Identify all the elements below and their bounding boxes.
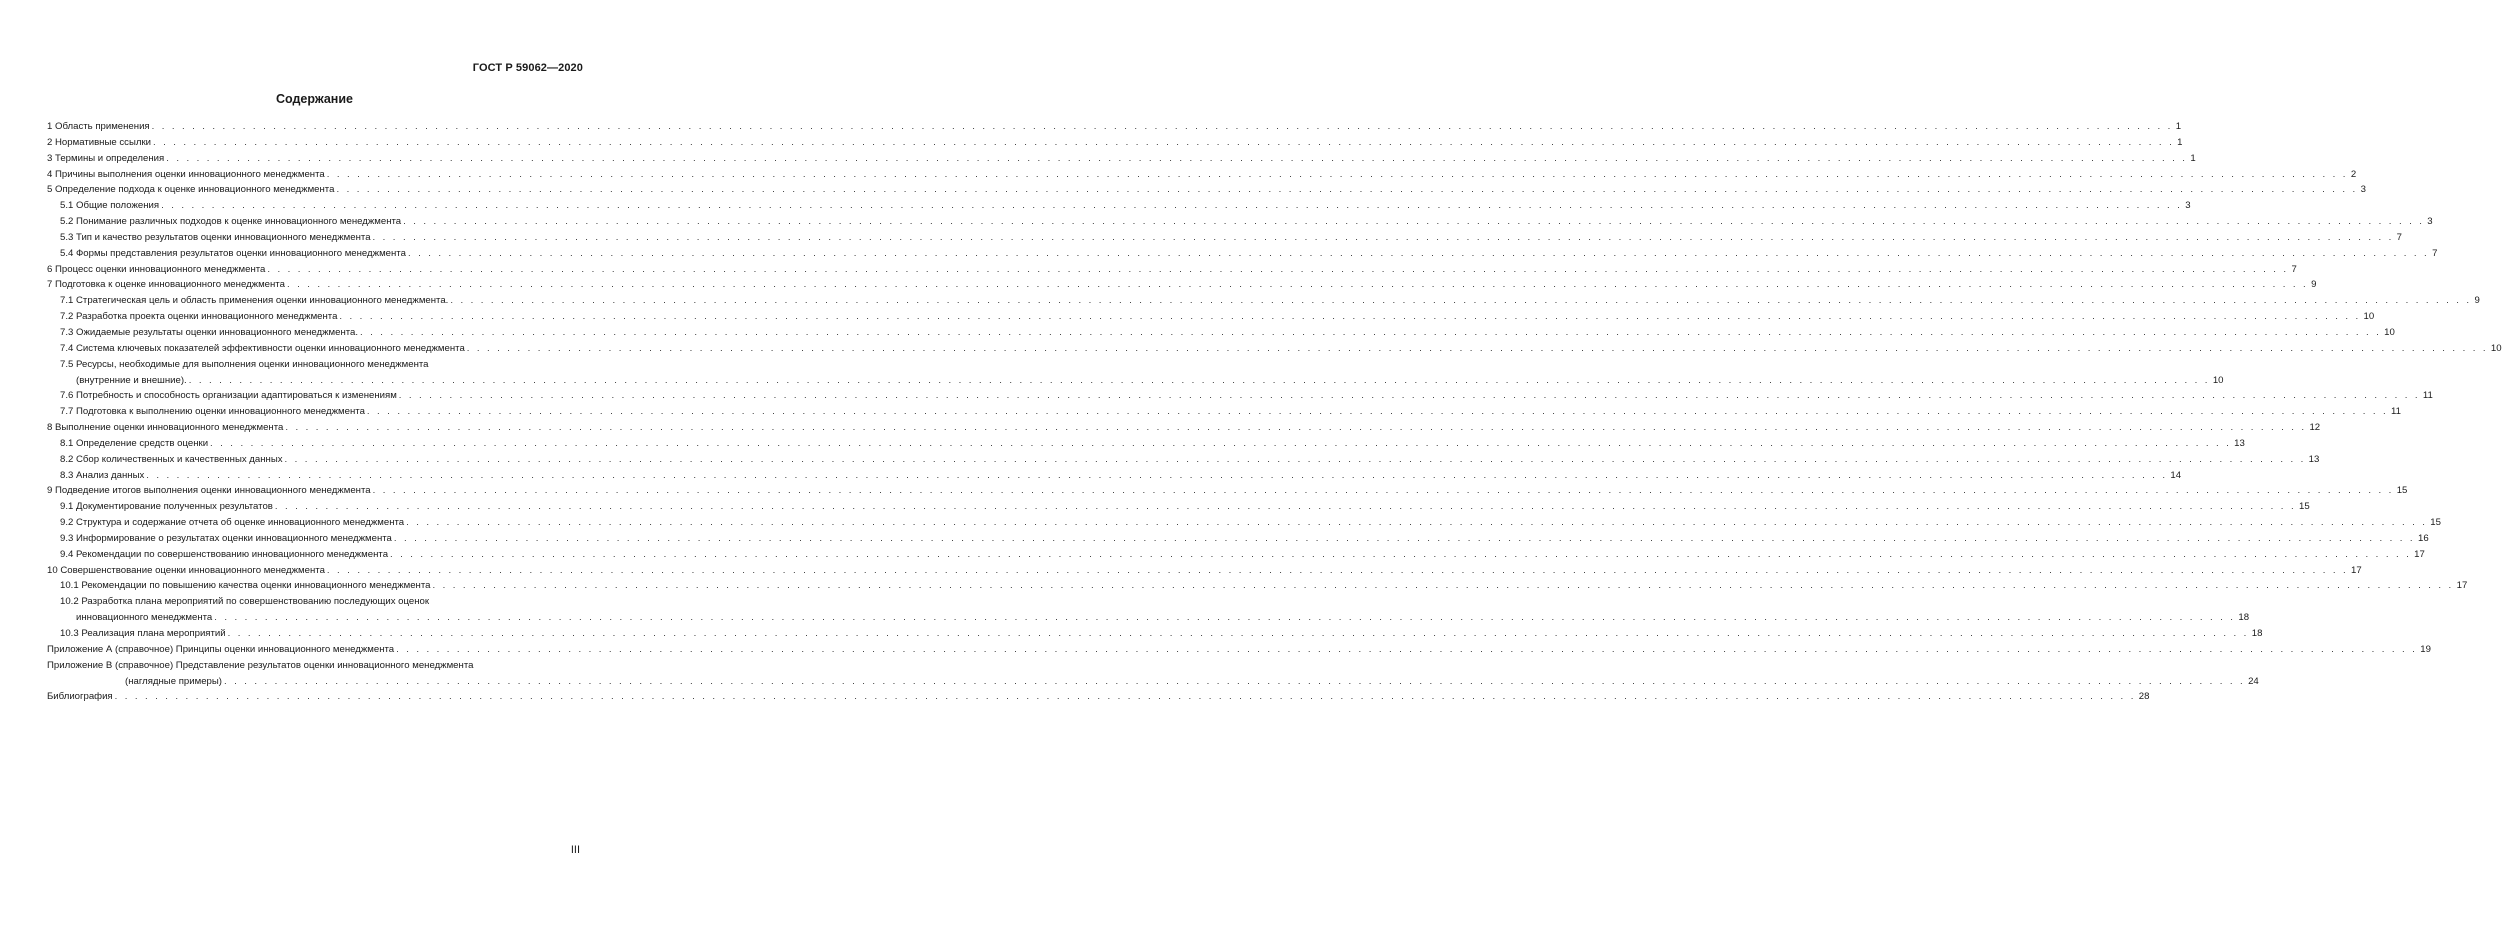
toc-entry[interactable] — [47, 547, 2425, 563]
toc-page-number: 17 — [2351, 564, 2362, 576]
toc-leader-dots: . . . . . . . . . . . . . . . . . . . . . . . . . . . . . . . . . . . . . . . . . . . . . . . . . . . . . . . . . . . . . . . . . . . . . . . . . . . . . . . . . . . . . . . . . . . . . . . . . . . . . . . . . . . . . . . . . . . . . . . . . . . . . . . . . . . . . . . . . . . . . . . . . . . . . . . . . . . . . . . . . . . . . . . . . . . . . . . . . . . . . . . . . . . . . . . . . . . . . . . . — [398, 390, 2420, 402]
toc-entry-title: 5.3 Тип и качество результатов оценки инновационного менеджмента — [60, 231, 371, 243]
toc-entry-title: 4 Причины выполнения оценки инновационного менеджмента — [47, 168, 325, 180]
toc-entry-title: 7.4 Система ключевых показателей эффективности оценки инновационного менеджмента — [60, 342, 465, 354]
toc-page-number: 17 — [2456, 580, 2468, 592]
toc-page-number: 18 — [2238, 612, 2250, 624]
toc-title: Содержание — [275, 92, 353, 106]
toc-entry-title: инновационного менеджмента — [76, 612, 213, 624]
toc-entry[interactable] — [47, 357, 2224, 389]
toc-entry[interactable] — [47, 341, 2502, 357]
toc-leader-dots: . . . . . . . . . . . . . . . . . . . . . . . . . . . . . . . . . . . . . . . . . . . . . . . . . . . . . . . . . . . . . . . . . . . . . . . . . . . . . . . . . . . . . . . . . . . . . . . . . . . . . . . . . . . . . . . . . . . . . . . . . . . . . . . . . . . . . . . . . . . . . . . . . . . . . . . . . . . . . . . . . . . . . . . . . . . . . . . . . . . . . . . . . . . . . . . . . . . . . . . . — [151, 121, 2173, 132]
toc-page-number: 10 — [2384, 326, 2395, 338]
toc-entry[interactable] — [47, 594, 2250, 626]
toc-page-number: 3 — [2360, 184, 2366, 196]
toc-page-number: 7 — [2396, 231, 2403, 243]
toc-leader-dots: . . . . . . . . . . . . . . . . . . . . . . . . . . . . . . . . . . . . . . . . . . . . . . . . . . . . . . . . . . . . . . . . . . . . . . . . . . . . . . . . . . . . . . . . . . . . . . . . . . . . . . . . . . . . . . . . . . . . . . . . . . . . . . . . . . . . . . . . . . . . . . . . . . . . . . . . . . . . . . . . . . . . . . . . . . . . . . . . . . . . . . . . . . . . . . . . . . . . . . . . — [390, 548, 2412, 560]
toc-entry[interactable] — [47, 404, 2402, 420]
toc-entry[interactable] — [47, 135, 2183, 151]
toc-entry-title: 7.6 Потребность и способность организации адаптироваться к изменениям — [60, 390, 397, 402]
toc-leader-dots: . . . . . . . . . . . . . . . . . . . . . . . . . . . . . . . . . . . . . . . . . . . . . . . . . . . . . . . . . . . . . . . . . . . . . . . . . . . . . . . . . . . . . . . . . . . . . . . . . . . . . . . . . . . . . . . . . . . . . . . . . . . . . . . . . . . . . . . . . . . . . . . . . . . . . . . . . . . . . . . . . . . . . . . . . . . . . . . . . . . . . . . . . . . . . . . . . . . . . . . . — [450, 295, 2472, 307]
toc-leader-dots: . . . . . . . . . . . . . . . . . . . . . . . . . . . . . . . . . . . . . . . . . . . . . . . . . . . . . . . . . . . . . . . . . . . . . . . . . . . . . . . . . . . . . . . . . . . . . . . . . . . . . . . . . . . . . . . . . . . . . . . . . . . . . . . . . . . . . . . . . . . . . . . . . . . . . . . . . . . . . . . . . . . . . . . . . . . . . . . . . . . . . . . . . . . . . . . . . . . . . . . . — [372, 485, 2394, 497]
toc-entry[interactable] — [47, 563, 2362, 579]
toc-entry[interactable] — [47, 182, 2366, 198]
toc-leader-dots: . . . . . . . . . . . . . . . . . . . . . . . . . . . . . . . . . . . . . . . . . . . . . . . . . . . . . . . . . . . . . . . . . . . . . . . . . . . . . . . . . . . . . . . . . . . . . . . . . . . . . . . . . . . . . . . . . . . . . . . . . . . . . . . . . . . . . . . . . . . . . . . . . . . . . . . . . . . . . . . . . . . . . . . . . . . . . . . . . . . . . . . . . . . . . . . . . . . . . . . . — [407, 247, 2430, 259]
toc-entry-title: 9.1 Документирование полученных результатов — [60, 501, 273, 513]
toc-leader-dots: . . . . . . . . . . . . . . . . . . . . . . . . . . . . . . . . . . . . . . . . . . . . . . . . . . . . . . . . . . . . . . . . . . . . . . . . . . . . . . . . . . . . . . . . . . . . . . . . . . . . . . . . . . . . . . . . . . . . . . . . . . . . . . . . . . . . . . . . . . . . . . . . . . . . . . . . . . . . . . . . . . . . . . . . . . . . . . . . . . . . . . . . . . . . . . . . . . . . . . . . — [360, 326, 2382, 338]
toc-entry[interactable] — [47, 151, 2196, 167]
toc-entry-title: 8.2 Сбор количественных и качественных данных — [60, 453, 283, 465]
toc-entry-title: Приложение В (справочное) Представление результатов оценки инновационного менеджмента — [47, 659, 474, 671]
toc-entry[interactable] — [47, 277, 2317, 293]
toc-page-number: 7 — [2291, 263, 2297, 275]
toc-leader-dots: . . . . . . . . . . . . . . . . . . . . . . . . . . . . . . . . . . . . . . . . . . . . . . . . . . . . . . . . . . . . . . . . . . . . . . . . . . . . . . . . . . . . . . . . . . . . . . . . . . . . . . . . . . . . . . . . . . . . . . . . . . . . . . . . . . . . . . . . . . . . . . . . . . . . . . . . . . . . . . . . . . . . . . . . . . . . . . . . . . . . . . . . . . . . . . . . . . . . . . . . — [210, 437, 2232, 449]
toc-leader-dots: . . . . . . . . . . . . . . . . . . . . . . . . . . . . . . . . . . . . . . . . . . . . . . . . . . . . . . . . . . . . . . . . . . . . . . . . . . . . . . . . . . . . . . . . . . . . . . . . . . . . . . . . . . . . . . . . . . . . . . . . . . . . . . . . . . . . . . . . . . . . . . . . . . . . . . . . . . . . . . . . . . . . . . . . . . . . . . . . . . . . . . . . . . . . . . . . . . . . . . . . — [267, 263, 2289, 275]
toc-leader-dots: . . . . . . . . . . . . . . . . . . . . . . . . . . . . . . . . . . . . . . . . . . . . . . . . . . . . . . . . . . . . . . . . . . . . . . . . . . . . . . . . . . . . . . . . . . . . . . . . . . . . . . . . . . . . . . . . . . . . . . . . . . . . . . . . . . . . . . . . . . . . . . . . . . . . . . . . . . . . . . . . . . . . . . . . . . . . . . . . . . . . . . . . . . . . . . . . . . . . . . . . — [336, 184, 2358, 196]
toc-entry[interactable] — [47, 309, 2375, 325]
toc-leader-dots: . . . . . . . . . . . . . . . . . . . . . . . . . . . . . . . . . . . . . . . . . . . . . . . . . . . . . . . . . . . . . . . . . . . . . . . . . . . . . . . . . . . . . . . . . . . . . . . . . . . . . . . . . . . . . . . . . . . . . . . . . . . . . . . . . . . . . . . . . . . . . . . . . . . . . . . . . . . . . . . . . . . . . . . . . . . . . . . . . . . . . . . . . . . . . . . . . . . . . . . . — [166, 152, 2188, 164]
toc-entry[interactable] — [47, 119, 2182, 135]
toc-entry[interactable] — [47, 262, 2297, 278]
toc-entry-title: 7.5 Ресурсы, необходимые для выполнения оценки инновационного менеджмента — [60, 358, 429, 370]
toc-entry-title: 7.7 Подготовка к выполнению оценки инновационного менеджмента — [60, 406, 365, 418]
toc-page-number: 24 — [2248, 675, 2259, 687]
toc-page-number: 13 — [2308, 453, 2320, 465]
toc-leader-dots: . . . . . . . . . . . . . . . . . . . . . . . . . . . . . . . . . . . . . . . . . . . . . . . . . . . . . . . . . . . . . . . . . . . . . . . . . . . . . . . . . . . . . . . . . . . . . . . . . . . . . . . . . . . . . . . . . . . . . . . . . . . . . . . . . . . . . . . . . . . . . . . . . . . . . . . . . . . . . . . . . . . . . . . . . . . . . . . . . . . . . . . . . . . . . . . . . . . . . . . . — [274, 501, 2297, 513]
toc-leader-dots: . . . . . . . . . . . . . . . . . . . . . . . . . . . . . . . . . . . . . . . . . . . . . . . . . . . . . . . . . . . . . . . . . . . . . . . . . . . . . . . . . . . . . . . . . . . . . . . . . . . . . . . . . . . . . . . . . . . . . . . . . . . . . . . . . . . . . . . . . . . . . . . . . . . . . . . . . . . . . . . . . . . . . . . . . . . . . . . . . . . . . . . . . . . . . . . . . . . . . . . . — [161, 200, 2183, 212]
toc-entry-title: 7.3 Ожидаемые результаты оценки инновационного менеджмента. — [60, 326, 359, 338]
toc-page-number: 9 — [2311, 279, 2317, 291]
toc-leader-dots: . . . . . . . . . . . . . . . . . . . . . . . . . . . . . . . . . . . . . . . . . . . . . . . . . . . . . . . . . . . . . . . . . . . . . . . . . . . . . . . . . . . . . . . . . . . . . . . . . . . . . . . . . . . . . . . . . . . . . . . . . . . . . . . . . . . . . . . . . . . . . . . . . . . . . . . . . . . . . . . . . . . . . . . . . . . . . . . . . . . . . . . . . . . . . . . . . . . . . . . . — [393, 532, 2415, 544]
toc-entry[interactable] — [47, 325, 2395, 341]
toc-entry-title: 5.1 Общие положения — [60, 200, 160, 212]
toc-page-number: 15 — [2396, 485, 2408, 497]
toc-entry-title: 8.3 Анализ данных — [60, 469, 145, 481]
toc-entry-title: 7.2 Разработка проекта оценки инновационного менеджмента — [60, 311, 338, 323]
toc-entry-title: 9 Подведение итогов выполнения оценки инновационного менеджмента — [47, 485, 371, 497]
toc-entry[interactable] — [47, 626, 2263, 642]
toc-leader-dots: . . . . . . . . . . . . . . . . . . . . . . . . . . . . . . . . . . . . . . . . . . . . . . . . . . . . . . . . . . . . . . . . . . . . . . . . . . . . . . . . . . . . . . . . . . . . . . . . . . . . . . . . . . . . . . . . . . . . . . . . . . . . . . . . . . . . . . . . . . . . . . . . . . . . . . . . . . . . . . . . . . . . . . . . . . . . . . . . . . . . . . . . . . . . . . . . . . . . . . . . — [188, 374, 2210, 386]
toc-entry-title: 1 Область применения — [47, 121, 150, 132]
toc-entry-title: 10.2 Разработка плана мероприятий по совершенствованию последующих оценок — [60, 596, 430, 608]
toc-page-number: 2 — [2350, 168, 2357, 180]
toc-page-number: 1 — [2177, 136, 2183, 148]
toc-entry[interactable] — [47, 515, 2441, 531]
toc-page-number: 13 — [2234, 437, 2245, 449]
toc-page-number: 18 — [2251, 628, 2263, 639]
toc-leader-dots: . . . . . . . . . . . . . . . . . . . . . . . . . . . . . . . . . . . . . . . . . . . . . . . . . . . . . . . . . . . . . . . . . . . . . . . . . . . . . . . . . . . . . . . . . . . . . . . . . . . . . . . . . . . . . . . . . . . . . . . . . . . . . . . . . . . . . . . . . . . . . . . . . . . . . . . . . . . . . . . . . . . . . . . . . . . . . . . . . . . . . . . . . . . . . . . . . . . . . . . . — [372, 231, 2394, 243]
toc-entry-title: 9.3 Информирование о результатах оценки инновационного менеджмента — [60, 532, 392, 544]
toc-entry-title: 10.1 Рекомендации по повышению качества оценки инновационного менеджмента — [60, 580, 431, 592]
table-of-contents — [47, 119, 2502, 705]
toc-page-number: 17 — [2414, 548, 2425, 560]
toc-entry[interactable] — [47, 420, 2321, 436]
toc-entry-title: 8 Выполнение оценки инновационного менеджмента — [47, 422, 284, 434]
toc-entry[interactable] — [47, 214, 2433, 230]
toc-leader-dots: . . . . . . . . . . . . . . . . . . . . . . . . . . . . . . . . . . . . . . . . . . . . . . . . . . . . . . . . . . . . . . . . . . . . . . . . . . . . . . . . . . . . . . . . . . . . . . . . . . . . . . . . . . . . . . . . . . . . . . . . . . . . . . . . . . . . . . . . . . . . . . . . . . . . . . . . . . . . . . . . . . . . . . . . . . . . . . . . . . . . . . . . . . . . . . . . . . . . . . . . — [114, 691, 2136, 703]
toc-page-number: 12 — [2309, 422, 2321, 434]
toc-entry-title: 2 Нормативные ссылки — [47, 136, 152, 148]
toc-entry-title: 5 Определение подхода к оценке инновационного менеджмента — [47, 184, 335, 196]
toc-entry-title: (внутренние и внешние). — [76, 374, 187, 386]
toc-entry[interactable] — [47, 483, 2408, 499]
toc-page-number: 3 — [2185, 200, 2191, 212]
document-standard-number: ГОСТ Р 59062—2020 — [472, 62, 583, 74]
toc-leader-dots: . . . . . . . . . . . . . . . . . . . . . . . . . . . . . . . . . . . . . . . . . . . . . . . . . . . . . . . . . . . . . . . . . . . . . . . . . . . . . . . . . . . . . . . . . . . . . . . . . . . . . . . . . . . . . . . . . . . . . . . . . . . . . . . . . . . . . . . . . . . . . . . . . . . . . . . . . . . . . . . . . . . . . . . . . . . . . . . . . . . . . . . . . . . . . . . . . . . . . . . . — [396, 643, 2418, 655]
toc-page-number: 1 — [2190, 152, 2196, 164]
toc-entry-title: Приложение А (справочное) Принципы оценки инновационного менеджмента — [47, 643, 395, 655]
toc-entry-title: 5.4 Формы представления результатов оценки инновационного менеджмента — [60, 247, 406, 259]
toc-entry-title: 3 Термины и определения — [47, 152, 165, 164]
toc-entry-title: 7 Подготовка к оценке инновационного менеджмента — [47, 279, 285, 291]
toc-entry-title: (наглядные примеры) — [125, 675, 222, 687]
toc-entry-title: 9.4 Рекомендации по совершенствованию инновационного менеджмента — [60, 548, 389, 560]
toc-leader-dots: . . . . . . . . . . . . . . . . . . . . . . . . . . . . . . . . . . . . . . . . . . . . . . . . . . . . . . . . . . . . . . . . . . . . . . . . . . . . . . . . . . . . . . . . . . . . . . . . . . . . . . . . . . . . . . . . . . . . . . . . . . . . . . . . . . . . . . . . . . . . . . . . . . . . . . . . . . . . . . . . . . . . . . . . . . . . . . . . . . . . . . . . . . . . . . . . . . . . . . . . — [214, 612, 2236, 624]
toc-leader-dots: . . . . . . . . . . . . . . . . . . . . . . . . . . . . . . . . . . . . . . . . . . . . . . . . . . . . . . . . . . . . . . . . . . . . . . . . . . . . . . . . . . . . . . . . . . . . . . . . . . . . . . . . . . . . . . . . . . . . . . . . . . . . . . . . . . . . . . . . . . . . . . . . . . . . . . . . . . . . . . . . . . . . . . . . . . . . . . . . . . . . . . . . . . . . . . . . . . . . . . . . — [285, 422, 2307, 434]
toc-page-number: 10 — [2363, 311, 2375, 323]
toc-entry[interactable] — [47, 642, 2431, 658]
toc-leader-dots: . . . . . . . . . . . . . . . . . . . . . . . . . . . . . . . . . . . . . . . . . . . . . . . . . . . . . . . . . . . . . . . . . . . . . . . . . . . . . . . . . . . . . . . . . . . . . . . . . . . . . . . . . . . . . . . . . . . . . . . . . . . . . . . . . . . . . . . . . . . . . . . . . . . . . . . . . . . . . . . . . . . . . . . . . . . . . . . . . . . . . . . . . . . . . . . . . . . . . . . . — [432, 580, 2454, 592]
toc-page-number: 11 — [2422, 390, 2433, 402]
toc-leader-dots: . . . . . . . . . . . . . . . . . . . . . . . . . . . . . . . . . . . . . . . . . . . . . . . . . . . . . . . . . . . . . . . . . . . . . . . . . . . . . . . . . . . . . . . . . . . . . . . . . . . . . . . . . . . . . . . . . . . . . . . . . . . . . . . . . . . . . . . . . . . . . . . . . . . . . . . . . . . . . . . . . . . . . . . . . . . . . . . . . . . . . . . . . . . . . . . . . . . . . . . . — [466, 342, 2488, 354]
toc-leader-dots: . . . . . . . . . . . . . . . . . . . . . . . . . . . . . . . . . . . . . . . . . . . . . . . . . . . . . . . . . . . . . . . . . . . . . . . . . . . . . . . . . . . . . . . . . . . . . . . . . . . . . . . . . . . . . . . . . . . . . . . . . . . . . . . . . . . . . . . . . . . . . . . . . . . . . . . . . . . . . . . . . . . . . . . . . . . . . . . . . . . . . . . . . . . . . . . . . . . . . . . . — [223, 675, 2246, 687]
toc-entry[interactable] — [47, 388, 2433, 404]
toc-page-number: 15 — [2430, 517, 2441, 529]
toc-leader-dots: . . . . . . . . . . . . . . . . . . . . . . . . . . . . . . . . . . . . . . . . . . . . . . . . . . . . . . . . . . . . . . . . . . . . . . . . . . . . . . . . . . . . . . . . . . . . . . . . . . . . . . . . . . . . . . . . . . . . . . . . . . . . . . . . . . . . . . . . . . . . . . . . . . . . . . . . . . . . . . . . . . . . . . . . . . . . . . . . . . . . . . . . . . . . . . . . . . . . . . . . — [227, 628, 2249, 639]
toc-entry[interactable] — [47, 436, 2245, 452]
toc-entry[interactable] — [47, 167, 2357, 183]
toc-entry[interactable] — [47, 452, 2320, 468]
toc-leader-dots: . . . . . . . . . . . . . . . . . . . . . . . . . . . . . . . . . . . . . . . . . . . . . . . . . . . . . . . . . . . . . . . . . . . . . . . . . . . . . . . . . . . . . . . . . . . . . . . . . . . . . . . . . . . . . . . . . . . . . . . . . . . . . . . . . . . . . . . . . . . . . . . . . . . . . . . . . . . . . . . . . . . . . . . . . . . . . . . . . . . . . . . . . . . . . . . . . . . . . . . . — [146, 469, 2168, 481]
toc-entry[interactable] — [47, 246, 2438, 262]
toc-page-number: 15 — [2299, 501, 2310, 513]
toc-page-number: 19 — [2420, 643, 2431, 655]
toc-page-number: 11 — [2391, 406, 2402, 418]
toc-leader-dots: . . . . . . . . . . . . . . . . . . . . . . . . . . . . . . . . . . . . . . . . . . . . . . . . . . . . . . . . . . . . . . . . . . . . . . . . . . . . . . . . . . . . . . . . . . . . . . . . . . . . . . . . . . . . . . . . . . . . . . . . . . . . . . . . . . . . . . . . . . . . . . . . . . . . . . . . . . . . . . . . . . . . . . . . . . . . . . . . . . . . . . . . . . . . . . . . . . . . . . . . — [366, 406, 2389, 418]
toc-entry[interactable] — [47, 230, 2403, 246]
toc-page-number: 1 — [2175, 121, 2182, 132]
toc-entry-title: 5.2 Понимание различных подходов к оценке инновационного менеджмента — [60, 216, 402, 228]
toc-entry-title: Библиография — [47, 691, 113, 703]
toc-page-number: 10 — [2490, 342, 2502, 354]
toc-entry-title: 9.2 Структура и содержание отчета об оценке инновационного менеджмента — [60, 517, 405, 529]
toc-leader-dots: . . . . . . . . . . . . . . . . . . . . . . . . . . . . . . . . . . . . . . . . . . . . . . . . . . . . . . . . . . . . . . . . . . . . . . . . . . . . . . . . . . . . . . . . . . . . . . . . . . . . . . . . . . . . . . . . . . . . . . . . . . . . . . . . . . . . . . . . . . . . . . . . . . . . . . . . . . . . . . . . . . . . . . . . . . . . . . . . . . . . . . . . . . . . . . . . . . . . . . . . — [326, 168, 2348, 180]
toc-leader-dots: . . . . . . . . . . . . . . . . . . . . . . . . . . . . . . . . . . . . . . . . . . . . . . . . . . . . . . . . . . . . . . . . . . . . . . . . . . . . . . . . . . . . . . . . . . . . . . . . . . . . . . . . . . . . . . . . . . . . . . . . . . . . . . . . . . . . . . . . . . . . . . . . . . . . . . . . . . . . . . . . . . . . . . . . . . . . . . . . . . . . . . . . . . . . . . . . . . . . . . . . — [284, 453, 2306, 465]
toc-leader-dots: . . . . . . . . . . . . . . . . . . . . . . . . . . . . . . . . . . . . . . . . . . . . . . . . . . . . . . . . . . . . . . . . . . . . . . . . . . . . . . . . . . . . . . . . . . . . . . . . . . . . . . . . . . . . . . . . . . . . . . . . . . . . . . . . . . . . . . . . . . . . . . . . . . . . . . . . . . . . . . . . . . . . . . . . . . . . . . . . . . . . . . . . . . . . . . . . . . . . . . . . — [339, 311, 2361, 323]
toc-page-number: 7 — [2432, 247, 2438, 259]
toc-entry-title: 8.1 Определение средств оценки — [60, 437, 209, 449]
toc-leader-dots: . . . . . . . . . . . . . . . . . . . . . . . . . . . . . . . . . . . . . . . . . . . . . . . . . . . . . . . . . . . . . . . . . . . . . . . . . . . . . . . . . . . . . . . . . . . . . . . . . . . . . . . . . . . . . . . . . . . . . . . . . . . . . . . . . . . . . . . . . . . . . . . . . . . . . . . . . . . . . . . . . . . . . . . . . . . . . . . . . . . . . . . . . . . . . . . . . . . . . . . . — [153, 136, 2175, 148]
toc-entry[interactable] — [47, 293, 2480, 309]
toc-entry[interactable] — [47, 198, 2191, 214]
toc-entry[interactable] — [47, 689, 2150, 705]
toc-leader-dots: . . . . . . . . . . . . . . . . . . . . . . . . . . . . . . . . . . . . . . . . . . . . . . . . . . . . . . . . . . . . . . . . . . . . . . . . . . . . . . . . . . . . . . . . . . . . . . . . . . . . . . . . . . . . . . . . . . . . . . . . . . . . . . . . . . . . . . . . . . . . . . . . . . . . . . . . . . . . . . . . . . . . . . . . . . . . . . . . . . . . . . . . . . . . . . . . . . . . . . . . — [286, 279, 2309, 291]
toc-leader-dots: . . . . . . . . . . . . . . . . . . . . . . . . . . . . . . . . . . . . . . . . . . . . . . . . . . . . . . . . . . . . . . . . . . . . . . . . . . . . . . . . . . . . . . . . . . . . . . . . . . . . . . . . . . . . . . . . . . . . . . . . . . . . . . . . . . . . . . . . . . . . . . . . . . . . . . . . . . . . . . . . . . . . . . . . . . . . . . . . . . . . . . . . . . . . . . . . . . . . . . . . — [403, 216, 2425, 228]
toc-leader-dots: . . . . . . . . . . . . . . . . . . . . . . . . . . . . . . . . . . . . . . . . . . . . . . . . . . . . . . . . . . . . . . . . . . . . . . . . . . . . . . . . . . . . . . . . . . . . . . . . . . . . . . . . . . . . . . . . . . . . . . . . . . . . . . . . . . . . . . . . . . . . . . . . . . . . . . . . . . . . . . . . . . . . . . . . . . . . . . . . . . . . . . . . . . . . . . . . . . . . . . . . — [406, 517, 2428, 529]
toc-entry[interactable] — [47, 658, 2259, 690]
toc-page-number: 9 — [2474, 295, 2480, 307]
toc-entry-title: 6 Процесс оценки инновационного менеджмента — [47, 263, 266, 275]
toc-entry[interactable] — [47, 531, 2429, 547]
toc-entry[interactable] — [47, 499, 2310, 515]
toc-entry-title: 7.1 Стратегическая цель и область применения оценки инновационного менеджмента. — [60, 295, 449, 307]
page-number: III — [570, 844, 580, 856]
toc-entry[interactable] — [47, 468, 2182, 484]
toc-page-number: 10 — [2212, 374, 2224, 386]
toc-page-number: 28 — [2138, 691, 2150, 703]
toc-page-number: 3 — [2427, 216, 2433, 228]
toc-entry[interactable] — [47, 578, 2468, 594]
toc-page-number: 16 — [2418, 532, 2429, 544]
toc-entry-title: 10.3 Реализация плана мероприятий — [60, 628, 226, 639]
toc-entry-title: 10 Совершенствование оценки инновационного менеджмента — [47, 564, 325, 576]
toc-leader-dots: . . . . . . . . . . . . . . . . . . . . . . . . . . . . . . . . . . . . . . . . . . . . . . . . . . . . . . . . . . . . . . . . . . . . . . . . . . . . . . . . . . . . . . . . . . . . . . . . . . . . . . . . . . . . . . . . . . . . . . . . . . . . . . . . . . . . . . . . . . . . . . . . . . . . . . . . . . . . . . . . . . . . . . . . . . . . . . . . . . . . . . . . . . . . . . . . . . . . . . . . — [326, 564, 2349, 576]
toc-page-number: 14 — [2170, 469, 2182, 481]
